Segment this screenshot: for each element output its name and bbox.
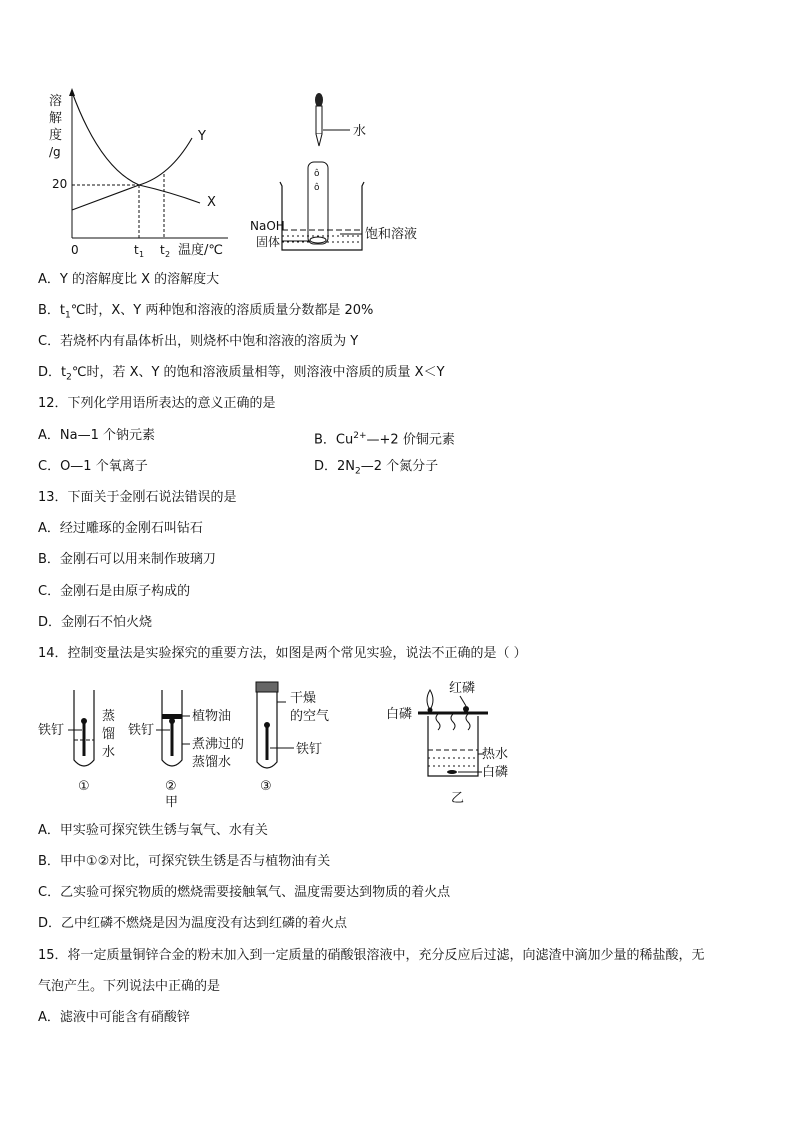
steam-1 xyxy=(436,714,440,730)
tube2-water-label-1: 煮沸过的 xyxy=(192,737,245,752)
q12-option-d xyxy=(314,459,438,480)
steam-3 xyxy=(466,714,470,730)
q12-b-post: —+2 价铜元素 xyxy=(366,432,455,448)
jia-label: 甲 xyxy=(165,795,179,810)
q11-option-b xyxy=(38,303,373,324)
tube3-number: ③ xyxy=(260,779,272,794)
yi-white-p-label: 白磷 xyxy=(386,707,413,722)
q13-option-b: B．金刚石可以用来制作玻璃刀 xyxy=(38,552,216,567)
tube3-nail-head xyxy=(264,722,270,728)
curve-x-label: X xyxy=(207,195,216,210)
y-axis-label-2: 解 xyxy=(49,111,63,126)
saturated-label: 饱和溶液 xyxy=(365,227,418,242)
q12-stem: 12．下列化学用语所表达的意义正确的是 xyxy=(38,396,276,411)
q14-stem: 14．控制变量法是实验探究的重要方法，如图是两个常见实验，说法不正确的是（ ） xyxy=(38,646,527,661)
tube2-water-label-2: 蒸馏水 xyxy=(192,755,232,770)
q12-b-pre: B．Cu xyxy=(314,432,354,448)
tube2-oil-label: 植物油 xyxy=(192,709,232,724)
t1-label: t xyxy=(134,243,139,257)
flame xyxy=(427,690,433,710)
dropper-bulb xyxy=(315,93,323,107)
yi-label: 乙 xyxy=(451,791,465,806)
naoh-label-2: 固体 xyxy=(256,235,281,249)
tube3-air-label-1: 干燥 xyxy=(290,691,317,706)
yi-beaker xyxy=(428,716,478,776)
tube3-air-label-2: 的空气 xyxy=(290,709,330,724)
q13-stem: 13．下面关于金刚石说法错误的是 xyxy=(38,490,237,505)
naoh-label-1: NaOH xyxy=(250,219,285,233)
q12-option-a: A．Na—1 个钠元素 xyxy=(38,428,155,443)
water-label: 水 xyxy=(353,124,367,139)
q11-b-sub: 1 xyxy=(65,310,71,321)
q11-option-c: C．若烧杯内有晶体析出，则烧杯中饱和溶液的溶质为 Y xyxy=(38,334,359,349)
x-axis-label: 温度/℃ xyxy=(178,243,223,258)
tube1-nail-head xyxy=(81,718,87,724)
white-p-in-water xyxy=(447,770,457,774)
q15-stem-line2: 气泡产生。下列说法中正确的是 xyxy=(38,979,221,994)
q14-option-b: B．甲中①②对比，可探究铁生锈是否与植物油有关 xyxy=(38,854,331,869)
dropper-tube xyxy=(316,106,322,134)
tube1-water-3: 水 xyxy=(102,745,116,760)
q12-d-sub: 2 xyxy=(355,466,361,477)
q11-option-d xyxy=(38,365,445,386)
white-p2-label: 白磷 xyxy=(482,765,509,780)
curve-y-label: Y xyxy=(198,129,206,144)
q11-b-pre: B．t xyxy=(38,303,66,318)
solubility-chart xyxy=(40,88,240,263)
q13-option-d: D．金刚石不怕火烧 xyxy=(38,615,153,630)
tube3-stopper xyxy=(256,682,278,692)
q14-option-a: A．甲实验可探究铁生锈与氧气、水有关 xyxy=(38,823,268,838)
tube2-number: ② xyxy=(165,779,177,794)
t1-sub: 1 xyxy=(139,250,145,259)
q12-option-c: C．O—1 个氧离子 xyxy=(38,459,148,474)
steam-2 xyxy=(451,714,455,730)
tube3-nail-label: 铁钉 xyxy=(296,742,323,757)
dropper-tip xyxy=(316,134,322,146)
hot-water-label: 热水 xyxy=(482,747,509,762)
y-tick-20: 20 xyxy=(52,177,68,191)
drop-1: ô xyxy=(314,169,320,179)
q11-option-a: A．Y 的溶解度比 X 的溶解度大 xyxy=(38,272,220,287)
tube2-nail-head xyxy=(169,718,175,724)
y-axis-label-3: 度 xyxy=(49,128,63,143)
red-p-on-plate xyxy=(463,706,469,712)
q11-d-pre: D．t xyxy=(38,365,67,380)
q11-d-post: ℃时，若 X、Y 的饱和溶液质量相等，则溶液中溶质的质量 X＜Y xyxy=(71,365,445,380)
tube2-nail-label: 铁钉 xyxy=(128,723,155,738)
q15-option-a: A．滤液中可能含有硝酸锌 xyxy=(38,1010,190,1025)
drop-2: ô xyxy=(314,183,320,193)
q11-b-post: ℃时，X、Y 两种饱和溶液的溶质质量分数都是 20% xyxy=(70,303,374,318)
q14-option-c: C．乙实验可探究物质的燃烧需要接触氧气、温度需要达到物质的着火点 xyxy=(38,885,451,900)
red-p-leader xyxy=(460,696,466,706)
q13-option-a: A．经过雕琢的金刚石叫钻石 xyxy=(38,521,203,536)
y-axis-label-4: /g xyxy=(49,145,61,159)
y-axis-label-1: 溶 xyxy=(49,94,63,109)
beaker-figure xyxy=(250,90,430,260)
origin-label: 0 xyxy=(71,243,79,257)
white-p-on-plate xyxy=(428,708,433,713)
t2-label: t xyxy=(160,243,165,257)
tube1-nail-label: 铁钉 xyxy=(38,723,65,738)
naoh-solid xyxy=(310,237,326,243)
q12-b-sup: 2+ xyxy=(353,431,367,441)
t2-sub: 2 xyxy=(165,250,171,259)
yi-red-p-label: 红磷 xyxy=(449,681,476,696)
q12-d-pre: D．2N xyxy=(314,459,356,474)
tube1-water-1: 蒸 xyxy=(102,709,116,724)
q11-d-sub: 2 xyxy=(66,372,72,383)
q12-d-post: —2 个氮分子 xyxy=(360,459,439,474)
q14-option-d: D．乙中红磷不燃烧是因为温度没有达到红磷的着火点 xyxy=(38,916,348,931)
tube1-water-2: 馏 xyxy=(102,727,116,742)
q15-stem-line1: 15．将一定质量铜锌合金的粉末加入到一定质量的硝酸银溶液中，充分反应后过滤，向滤渣中滴加少量的稀盐酸，无 xyxy=(38,948,705,963)
q12-option-b xyxy=(314,428,455,448)
y-axis-arrow xyxy=(69,88,75,96)
rust-combustion-figure xyxy=(38,678,518,810)
tube1-number: ① xyxy=(78,779,90,794)
q13-option-c: C．金刚石是由原子构成的 xyxy=(38,584,191,599)
curve-y xyxy=(72,138,192,210)
